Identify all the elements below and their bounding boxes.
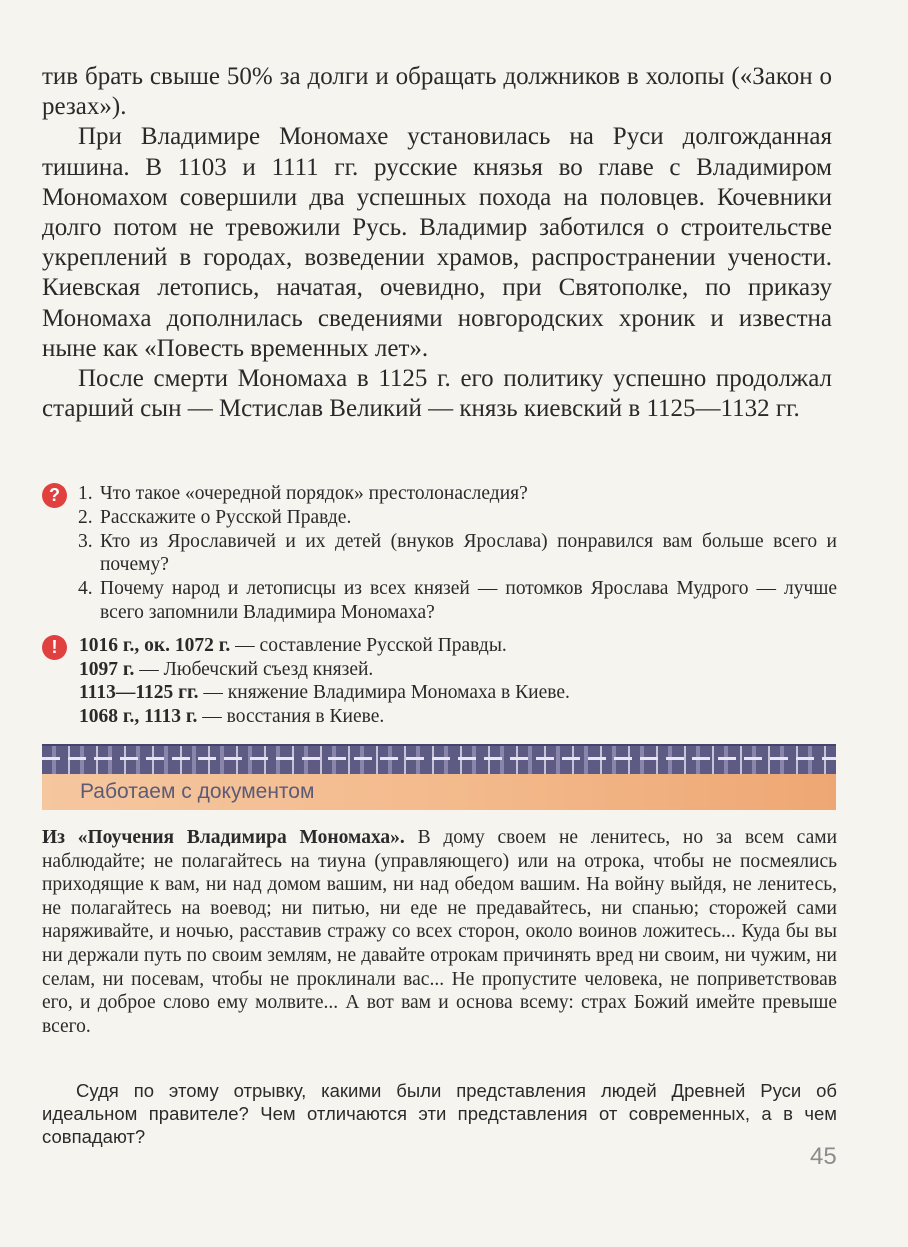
decorative-stripe bbox=[42, 744, 836, 776]
question-text: Что такое «очередной порядок» престолонаследия? bbox=[100, 483, 528, 504]
document-text: В дому своем не ленитесь, но за всем сами наблюдайте; не полагайтесь на тиуна (управляющего) или на отрока, чтобы не посмеялись приходящие к вам, ни над домом вашим, ни над обедом вашим. На войну выйдя, не ленитесь, не полагайтесь на воевод; ни питью, ни еде не предавайтесь, ни спанью; сторожей сами наряживайте, и ночью, расставив стражу со всех сторон, около воинов ложитесь... Куда бы вы ни держали путь по своим землям, не давайте отрокам причинять вред ни своим, ни чужим, ни селам, ни посевам, чтобы не проклинали вас... Не пропустите человека, не поприветствовав его, и доброе слово ему молвите... А вот вам и основа всему: страх Божий имейте превыше всего. bbox=[42, 827, 837, 1037]
question-item bbox=[78, 530, 837, 578]
date-item bbox=[79, 658, 837, 682]
date-item bbox=[79, 705, 837, 729]
question-number: 1. bbox=[78, 483, 93, 504]
key-dates-block bbox=[42, 634, 837, 728]
date-item bbox=[79, 634, 837, 658]
date-value: 1097 г. bbox=[79, 658, 135, 680]
paragraph-1: тив брать свыше 50% за долги и обращать должников в холопы («Закон о резах»). bbox=[42, 63, 832, 121]
task-text: Судя по этому отрывку, какими были представления людей Древней Руси об идеальном правителе? Чем отличаются эти представления от современных, а в чем совпадают? bbox=[42, 1080, 837, 1147]
exclamation-icon: ! bbox=[42, 635, 67, 660]
paragraph-2: При Владимире Мономахе установилась на Руси долгожданная тишина. В 1103 и 1111 гг. русские князья во главе с Владимиром Мономахом совершили два успешных похода на половцев. Кочевники долго потом не тревожили Русь. Владимир заботился о строительстве укреплений в городах, возведении храмов, распространении учености. Киевская летопись, начатая, очевидно, при Святополке, по приказу Мономаха дополнилась сведениями новгородских хроник и известна ныне как «Повесть временных лет». bbox=[42, 123, 832, 362]
task-block bbox=[42, 1080, 837, 1148]
question-number: 3. bbox=[78, 530, 93, 552]
page-number: 45 bbox=[810, 1143, 837, 1170]
date-value: 1016 г., ок. 1072 г. bbox=[79, 635, 231, 656]
question-item bbox=[78, 506, 837, 530]
key-dates-list bbox=[42, 634, 837, 728]
document-paragraph bbox=[42, 826, 837, 1038]
question-icon: ? bbox=[42, 483, 67, 508]
date-event: — восстания в Киеве. bbox=[197, 705, 385, 727]
document-source: Из «Поучения Владимира Мономаха». bbox=[42, 827, 405, 848]
paragraph-3: После смерти Мономаха в 1125 г. его политику успешно продолжал старший сын — Мстислав Великий — князь киевский в 1125—1132 гг. bbox=[42, 365, 832, 423]
document-excerpt bbox=[42, 826, 837, 1038]
date-value: 1068 г., 1113 г. bbox=[79, 705, 198, 727]
question-number: 4. bbox=[78, 578, 93, 600]
section-title: Работаем с документом bbox=[80, 780, 315, 803]
date-event: — Любечский съезд князей. bbox=[134, 658, 374, 680]
date-event: — княжение Владимира Мономаха в Киеве. bbox=[198, 682, 570, 704]
question-text: Расскажите о Русской Правде. bbox=[100, 506, 352, 528]
question-item bbox=[78, 482, 837, 506]
section-banner bbox=[42, 774, 836, 810]
date-value: 1113—1125 гг. bbox=[79, 682, 199, 704]
date-item bbox=[79, 681, 837, 705]
question-text: Кто из Ярославичей и их детей (внуков Ярослава) понравился вам больше всего и почему? bbox=[100, 530, 837, 576]
questions-list bbox=[42, 482, 837, 625]
date-event: — составление Русской Правды. bbox=[230, 635, 507, 656]
questions-block bbox=[42, 482, 837, 625]
question-text: Почему народ и летописцы из всех князей — потомков Ярослава Мудрого — лучше всего запомнили Владимира Мономаха? bbox=[100, 578, 837, 623]
question-item bbox=[78, 577, 837, 625]
question-number: 2. bbox=[78, 506, 93, 528]
main-text bbox=[42, 62, 832, 424]
